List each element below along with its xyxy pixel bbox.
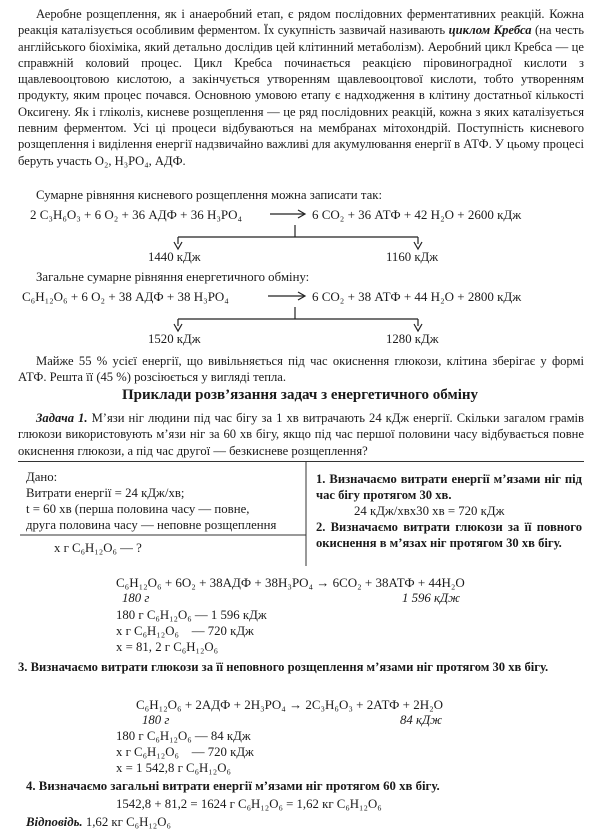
eq2-caption: Загальне сумарне рівняння енергетичного обміну: — [36, 270, 310, 284]
eq1-right-side: 6 CO₂ + 36 АТФ + 42 H₂O + 2600 кДж — [312, 207, 522, 222]
eq2-atp-value: 1280 кДж — [386, 332, 439, 346]
answer-label: Відповідь. — [26, 815, 83, 829]
calc2-row-3: x = 1 542,8 г C₆H₁₂O₆ — [116, 761, 231, 775]
eq1-heat-value: 1440 кДж — [148, 250, 201, 264]
calc2-energy: 84 кДж — [400, 713, 443, 727]
calc1-row-3: x = 81, 2 г C₆H₁₂O₆ — [116, 640, 219, 654]
calc2-row-2: x г C₆H₁₂O₆ — 720 кДж — [116, 745, 254, 759]
calc2-row-1: 180 г C₆H₁₂O₆ — 84 кДж — [116, 729, 251, 743]
calc2-mass: 180 г — [142, 713, 170, 727]
eq1-left-side: 2 C₃H₆O₃ + 6 O₂ + 36 АДФ + 36 H₃PO₄ — [30, 207, 243, 222]
task-statement: Задача 1. М’язи ніг людини під час бігу за 1 хв витрачають 24 кДж енергії. Скільки загалом грамів глюкози використовують м’язи ніг за 60 хв бігу, якщо під час першої половини часу відбувається повне окиснення глюкози, а під час другої — безкисневе розщеплення? — [18, 411, 585, 458]
given-time: t = 60 хв (перша половина часу — повне, — [26, 502, 250, 516]
calc1-equation: C₆H₁₂O₆ + 6O₂ + 38АДФ + 38H₃PO₄ → 6CO₂ + 38АТФ + 44H₂O — [116, 575, 465, 590]
intro-paragraph: Аеробне розщеплення, як і анаеробний етап, є рядом послідовних ферментативних реакцій. Кожна реакція каталізується особливим ферментом. Їх сукупність зазвичай називають циклом Кребса (на честь англійського біохіміка, який детально дослідив цей клітинний метаболізм). Аеробний цикл Кребса — це справжній коловий процес. Цикл Кребса починається реакцією піровиноградної кислоти з щавлевооцтовою кислотою, а закінчується утворенням щавлевооцтової кислоти, тобто утворенням продукту, яким процес почався. Основною умовою етапу є надходження в клітину достатньої кількості Оксигену. Як і гліколіз, кисневе розщеплення — це ряд послідовних реакцій, кожна з яких каталізується певним ферментом. Усі ці процеси відбуваються на мембранах мітохондрій. Поступність кисневого розщеплення і виділення енергії надзвичайно важливі для акумулювання енергії в АТФ. У цьому процесі беруть участь O₂, H₃PO₄, АДФ. — [18, 7, 585, 168]
eq2-left-side: C₆H₁₂O₆ + 6 O₂ + 38 АДФ + 38 H₃PO₄ — [22, 289, 229, 304]
step-1-result: 24 кДж/хвх30 хв = 720 кДж — [354, 504, 505, 518]
given-energy: Витрати енергії = 24 кДж/хв; — [26, 486, 185, 500]
calc1-mass: 180 г — [122, 591, 150, 605]
answer-value: 1,62 кг C₆H₁₂O₆ — [85, 815, 171, 829]
eq2-right-side: 6 CO₂ + 38 АТФ + 44 H₂O + 2800 кДж — [312, 289, 522, 304]
calc1-energy: 1 596 кДж — [402, 591, 461, 605]
calc1-row-1: 180 г C₆H₁₂O₆ — 1 596 кДж — [116, 608, 267, 622]
answer — [26, 815, 171, 830]
step-3-text: 3. Визначаємо витрати глюкози за її неповного розщеплення м’язами ніг протягом 30 хв бігу. — [18, 660, 549, 674]
energy-summary: Майже 55 % усієї енергії, що вивільняється під час окиснення глюкози, клітина зберігає у формі АТФ. Решта її (45 %) розсіюється у вигляді тепла. — [18, 354, 584, 385]
given-halves: друга половина часу — неповне розщеплення — [26, 518, 277, 532]
eq1-atp-value: 1160 кДж — [386, 250, 439, 264]
eq1-caption: Сумарне рівняння кисневого розщеплення можна записати так: — [36, 188, 383, 202]
section-title: Приклади розв’язання задач з енергетичного обміну — [121, 387, 479, 403]
step-4-text: 4. Визначаємо загальні витрати енергії м’язами ніг протягом 60 хв бігу. — [26, 779, 440, 793]
task-label: Задача 1. — [36, 411, 88, 425]
given-title: Дано: — [26, 470, 58, 484]
calc1-row-2: x г C₆H₁₂O₆ — 720 кДж — [116, 624, 254, 638]
step-1-text: 1. Визначаємо витрати енергії м’язами ніг під час бігу протягом 30 хв. — [316, 472, 582, 503]
eq2-heat-value: 1520 кДж — [148, 332, 201, 346]
calc2-equation: C₆H₁₂O₆ + 2АДФ + 2H₃PO₄ → 2C₃H₆O₃ + 2АТФ + 2H₂O — [136, 697, 444, 712]
step-2-text: 2. Визначаємо витрати глюкози за її повного окиснення в м’язах ніг протягом 30 хв бігу. — [316, 520, 582, 551]
given-find: x г C₆H₁₂O₆ — ? — [54, 541, 142, 555]
krebs-cycle-term: циклом Кребса — [448, 23, 532, 38]
total-calculation: 1542,8 + 81,2 = 1624 г C₆H₁₂O₆ = 1,62 кг C₆H₁₂O₆ — [116, 797, 382, 811]
